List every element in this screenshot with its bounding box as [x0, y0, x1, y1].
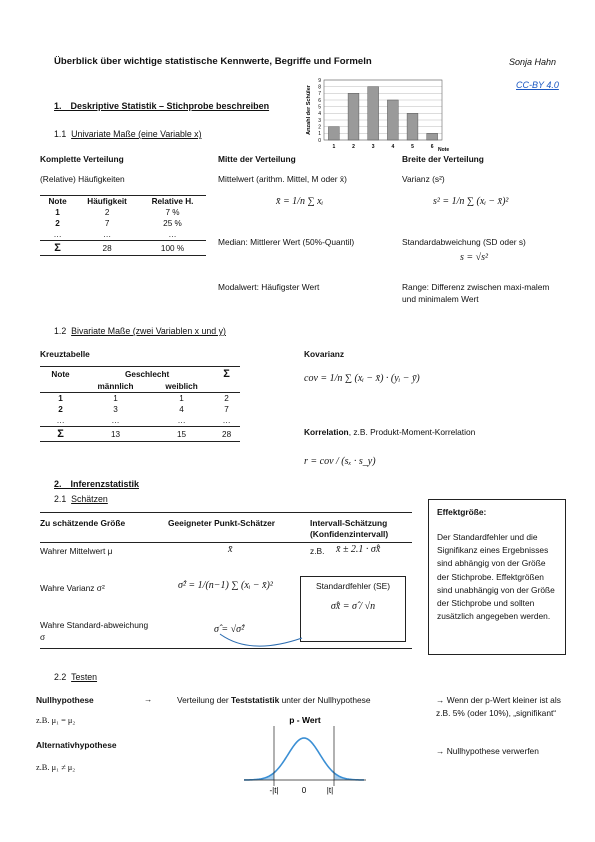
alt-hypothesis-example: z.B. μ₁ ≠ μ₂: [36, 763, 76, 772]
sd-label: Standardabweichung (SD oder s): [402, 237, 526, 247]
estimate-row-sd-point: σ̂ = √σ̂²: [214, 624, 245, 635]
crosstab-header: Σ: [223, 368, 230, 380]
freq-cell: …: [168, 230, 177, 239]
chart-y-tick-label: 6: [318, 97, 321, 104]
col-complete-dist-subtitle: (Relative) Häufigkeiten: [40, 174, 125, 184]
crosstab-title: Kreuztabelle: [40, 349, 90, 359]
chart-bar: [407, 113, 418, 140]
crosstab-cell: 3: [113, 405, 118, 414]
crosstab-cell: …: [222, 416, 231, 425]
neg-t-label: -|t|: [269, 786, 279, 795]
covariance-formula: cov = 1/n ∑ (xᵢ − x̄) · (yᵢ − ȳ): [304, 373, 420, 384]
standard-error-title: Standardfehler (SE): [315, 581, 391, 591]
null-hypothesis-example: z.B. μ₁ = μ₂: [36, 716, 76, 725]
author-name: Sonja Hahn: [509, 57, 557, 67]
normal-curve: [244, 738, 364, 780]
crosstab-sum-cell: 15: [176, 429, 187, 439]
estimate-row-mean-interval: x̄ ± 2.1 · σ̂x̄: [336, 544, 381, 555]
freq-sum-cell: Σ: [54, 242, 61, 254]
estimate-row-sd-label: Wahre Standard-abweichung σ: [40, 620, 149, 642]
col-center-title: Mitte der Verteilung: [218, 154, 296, 164]
chart-bar: [427, 133, 438, 140]
null-distribution-plot: [240, 714, 370, 796]
zero-label: 0: [301, 786, 307, 795]
crosstab-table: [40, 366, 240, 442]
freq-cell: 1: [55, 208, 60, 217]
mean-label: Mittelwert (arithm. Mittel, M oder x̄): [218, 174, 347, 184]
col-spread-title: Breite der Verteilung: [402, 154, 484, 164]
sd-formula: s = √s²: [460, 252, 489, 263]
range-label: Range: Differenz zwischen maxi-malem und minimalem Wert: [402, 282, 550, 304]
chart-x-tick-label: 3: [371, 144, 375, 150]
chart-y-tick-label: 9: [318, 77, 321, 84]
chart-bar: [328, 127, 339, 140]
variance-label: Varianz (s²): [402, 174, 445, 184]
chart-bar: [368, 87, 379, 140]
alt-hypothesis-title: Alternativhypothese: [36, 740, 117, 750]
p-value-rule-text: → Wenn der p-Wert kleiner ist als z.B. 5% (oder 10%), „signifikant“: [436, 695, 561, 718]
estimate-row-mean-label: Wahrer Mittelwert μ: [40, 546, 113, 556]
col-complete-dist-title: Komplette Verteilung: [40, 154, 124, 164]
crosstab-cell: 1: [113, 394, 118, 403]
chart-y-tick-label: 4: [318, 111, 321, 118]
page-title: Überblick über wichtige statistische Kennwerte, Begriffe und Formeln: [54, 56, 372, 67]
estimate-header-interval: Intervall-Schätzung (Konfidenzintervall): [310, 518, 389, 539]
estimate-row-variance-point: σ̂² = 1/(n−1) ∑ (xᵢ − x̄)²: [178, 580, 273, 591]
covariance-title: Kovarianz: [304, 349, 345, 359]
freq-header: Relative H.: [151, 197, 194, 206]
estimate-row-mean-point: x̄: [228, 544, 233, 555]
freq-cell: 2: [55, 219, 60, 228]
freq-sum-cell: 28: [102, 243, 112, 253]
null-hypothesis-title: Nullhypothese: [36, 695, 94, 705]
freq-cell: 25 %: [163, 219, 182, 228]
effect-size-title: Effektgröße:: [437, 507, 487, 517]
chart-y-axis-label: Anzahl der Schüler: [306, 85, 312, 135]
chart-y-tick-label: 3: [318, 117, 321, 124]
reject-null-text: → Nullhypothese verwerfen: [436, 746, 539, 756]
crosstab-cell: 1: [58, 394, 63, 403]
freq-header: Note: [48, 197, 67, 206]
crosstab-cell: …: [111, 416, 120, 425]
mode-label: Modalwert: Häufigster Wert: [218, 282, 320, 292]
standard-error-box: [300, 576, 406, 642]
crosstab-cell: …: [177, 416, 186, 425]
chart-y-tick-label: 1: [318, 131, 321, 138]
chart-y-tick-label: 5: [318, 104, 321, 111]
chart-x-tick-label: 6: [430, 144, 434, 150]
crosstab-sum-cell: 13: [110, 429, 121, 439]
estimate-row-mean-interval-prefix: z.B.: [310, 546, 325, 556]
freq-sum-cell: 100 %: [160, 243, 185, 253]
section11-heading: 1.1 Univariate Maße (eine Variable x): [54, 129, 202, 139]
section22-heading: 2.2 Testen: [54, 672, 98, 682]
chart-plot-frame: [324, 80, 442, 140]
chart-x-tick-label: 2: [352, 144, 355, 150]
grade-bar-chart: [304, 72, 450, 154]
estimate-row-variance-label: Wahre Varianz σ²: [40, 583, 105, 593]
correlation-line: Korrelation, z.B. Produkt-Moment-Korrelation: [304, 427, 476, 437]
section1-heading: 1. Deskriptive Statistik – Stichprobe beschreiben: [54, 101, 270, 111]
estimate-header-quantity: Zu schätzende Größe: [40, 518, 126, 528]
crosstab-cell: 1: [179, 394, 184, 403]
median-label: Median: Mittlerer Wert (50%-Quantil): [218, 237, 355, 247]
crosstab-cell: 4: [179, 405, 184, 414]
chart-x-tick-label: 5: [411, 144, 414, 150]
freq-cell: …: [103, 230, 112, 239]
chart-bar: [348, 93, 359, 140]
chart-y-tick-label: 2: [318, 124, 321, 131]
crosstab-cell: …: [56, 416, 65, 425]
pos-t-label: |t|: [326, 786, 334, 795]
variance-formula: s² = 1/n ∑ (xᵢ − x̄)²: [433, 196, 509, 207]
chart-y-tick-label: 7: [318, 91, 321, 98]
chart-y-tick-label: 8: [318, 84, 321, 91]
chart-bar: [387, 100, 398, 140]
chart-x-tick-label: 1: [332, 144, 336, 150]
freq-header: Häufigkeit: [87, 197, 127, 206]
arrow-icon: →: [144, 694, 153, 704]
license-link[interactable]: CC-BY 4.0: [516, 80, 559, 90]
crosstab-header: männlich: [97, 382, 134, 391]
section21-heading: 2.1 Schätzen: [54, 494, 108, 504]
test-statistic-text: Verteilung der Teststatistik unter der Nullhypothese: [177, 695, 371, 705]
estimate-table-top-rule: [40, 512, 412, 513]
standard-error-formula: σ̂x̄ = σ̂ / √n: [330, 601, 376, 612]
crosstab-sum-cell: Σ: [57, 428, 64, 440]
frequency-table: [40, 195, 206, 256]
freq-cell: 2: [104, 208, 110, 217]
section12-heading: 1.2 Bivariate Maße (zwei Variablen x und y): [54, 326, 226, 336]
crosstab-header: Geschlecht: [125, 369, 170, 379]
estimate-header-point: Geeigneter Punkt-Schätzer: [168, 518, 276, 528]
crosstab-cell: 2: [58, 405, 63, 414]
effect-size-text: Der Standardfehler und die Signifikanz eines Ergebnisses sind abhängig von der Größe der Stichprobe. Effektgrößen sind unabhängig von der Größe der Stichprobe und sollten zusätzlich angegeben werden.: [437, 532, 555, 622]
freq-cell: 7 %: [165, 208, 180, 217]
se-connector-arrow: [210, 630, 305, 652]
mean-formula: x̄ = 1/n ∑ xᵢ: [276, 196, 324, 207]
crosstab-cell: 7: [224, 405, 229, 414]
freq-cell: 7: [104, 219, 110, 228]
section2-heading: 2. Inferenzstatistik: [54, 479, 140, 489]
crosstab-header: weiblich: [165, 382, 198, 391]
freq-cell: …: [53, 230, 62, 239]
crosstab-sum-cell: 28: [222, 429, 232, 439]
chart-x-axis-label: Note: [438, 147, 450, 153]
crosstab-cell: 2: [224, 394, 229, 403]
chart-y-tick-label: 0: [318, 137, 321, 144]
p-value-title: p - Wert: [289, 715, 321, 725]
crosstab-header: Note: [51, 369, 70, 379]
correlation-formula: r = cov / (sₓ · s_y): [304, 456, 376, 467]
chart-x-tick-label: 4: [391, 144, 395, 150]
estimate-table-header-rule: [40, 542, 412, 543]
effect-size-box: [428, 499, 566, 655]
